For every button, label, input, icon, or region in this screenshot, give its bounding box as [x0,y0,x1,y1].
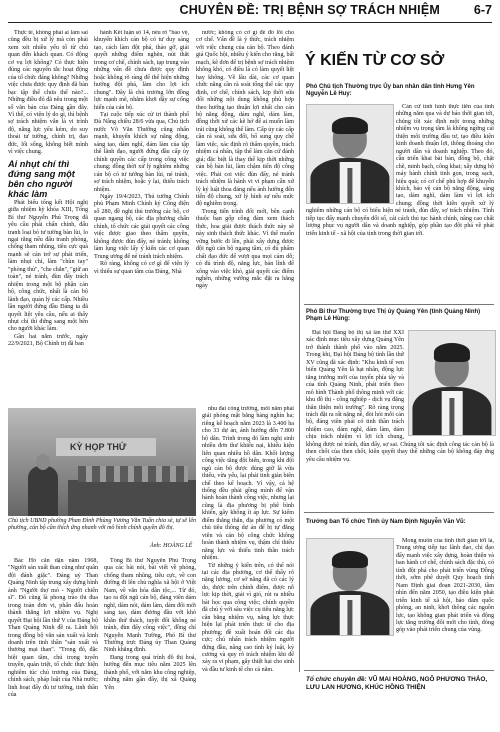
interview-text-2 [306,330,494,510]
meeting-photo [8,408,196,516]
box-divider [304,670,494,671]
interview-quote: Cán cứ tình hình thực tiễn của tỉnh những năm qua và dự báo thời gian tới, chúng tôi xác định một trong những nhiệm vụ trọng tâm là không ngừng cải thiện môi trường đầu tư, tạo điều kiện kinh doanh thuận lợi, thông thoáng cho người dân và doanh nghiệp. Theo đó, cần triển khai bài bản, đồng bộ, chặt chẽ, minh bạch, công khai; xây dựng bộ máy hành chính tinh gọn, trong sạch, hiệu quả; có cơ chế phù hợp để khuyến khích, bảo vệ cán bộ năng động, sáng tạo, dám nghĩ, dám làm vì lợi ích chung; đồng thời kiên quyết xử lý nghiêm những cán bộ có biểu hiện né tránh, đùn đẩy, sợ trách nhiệm. Tỉnh tiếp tục đẩy mạnh chuyển đổi số, cải cách thủ tục hành chính, nâng cao chất lượng phục vụ người dân và doanh nghiệp, góp phần tạo đột phá về phát triển kinh tế - xã hội của tỉnh trong thời gian tới. [306,104,494,237]
photo-caption: Chủ tịch UBND phường Phan Đình Phùng Vương Văn Tuấn chia sẻ, tự sẽ lên phường, cán bộ cần thích ứng nhanh với mô hình chính quyền đô thị. [8,518,196,532]
article-paragraph: Ngày 19/4/2023, Thủ tướng Chính phủ Phạm Minh Chính ký Công điện số 280, đề nghị thủ trưởng các bộ, cơ quan ngang bộ, các địa phương chấn chỉnh, tổ chức các giải quyết các công việc được giao theo thẩm quyền, không được đùn đẩy, né tránh; không làm lụng việc lấy ý kiến các cơ quan Trung ương để né tránh trách nhiệm. [94,193,189,260]
authors-label: Tổ chức chuyên đề: [306,676,367,683]
article-paragraph: Từ những ý kiến trên, có thể nói tại các địa phương, cơ thể thấy rõ nặng lương, cơ sở năng đã có các lý do, được trên chính điểm, được nỗ lực kịp thời, giải vì gió, rút ra nhiều bài học qua công việc; chính quyền đã chú ý với sâu việc cụ tiêu năng lực cân bằng nhiệm vụ, năng lực thực hiện lại phát triển thực tế cho địa phương; đề xuất hoán đổi các địa cực; chú nhấn trách nhiệm người đứng đầu, nâng cao tính kỷ luật, kỷ cương và quy rõ trách nhiệm khi để xảy ra vi phạm, gây thiệt hại cho sinh và đầu tư kinh tế cho cả năm. [202,562,294,673]
article-paragraph: Tổng Bí thư Nguyễn Phú Trọng qua các bài nói, bài viết về phòng, chống tham nhũng, tiêu cực, về con đường đi lên chủ nghĩa xã hội ở Việt Nam, về văn hóa dân tộc,... Từ đó, tạo ra đội ngũ cán bộ, đảng viên dám nghĩ, dám nói, dám làm, dám đổi mới sáng tạo, dám đương đầu với khó khăn thử thách, tuyệt đối không né tránh, đùn đẩy công việc", đồng chí Nguyễn Mạnh Tường, Phó Bí thư Thường trực Đảng ủy Than Quảng Ninh khẳng định. [104,558,196,654]
photo-credit: Ảnh: HOÀNG LÊ [150,543,193,549]
article-paragraph: Đang trong quá trình đô thị hoá, hướng đến mục tiêu năm 2025 lên thành phố, với năm khu công nghiệp, những năm gần đây, thị xã Quảng Yên [104,654,196,691]
article-column-2 [94,30,189,402]
interview-label-1: Phó Chủ tịch Thường trực Ủy ban nhân dân tỉnh Hưng Yên Nguyễn Lê Huy: [306,84,475,97]
header-rule [8,22,492,23]
article-paragraph: Trong tiến trình đổi mới, bên cạnh thuộc bạn gốp công đảm xem thách thức, hoa giải được thách thức này sẽ này sinh thách thức khác. Vì thế muốn vững bước đi lên, phải xây dựng được đội ngũ cán bộ ngang tầm, có đủ phẩm chất đạo đức để vượt qua mọi cám dỗ; có đủ trình độ, năng lực, bản lĩnh để xông vào việc khó, giải quyết các điểm nghẽn, những vướng mắc đặt ra hằng ngày [196,208,294,290]
interview-quote: Mong muốn của tỉnh thời gian tới là, Trung ương tiếp tục lãnh đạo, chỉ đạo đẩy mạnh việc xây dựng, hoàn thiện và ban hành cơ chế, chính sách đặc thù, có tính đột phá cho phát triển vùng Đồng thời, sớm phê duyệt Quy hoạch tỉnh Nam Định giai đoạn 2021-2030, tầm nhìn đến năm 2050, tạo điều kiện phát triển kinh tế xã hội, bảo đảm quốc phòng, an ninh, khơi thông các nguồn lực, tạo không gian phát triển và động lực tăng trưởng đối mới cho tỉnh, đóng góp vào phát triển chung của vùng. [396,538,494,634]
interview-quote: Đại hội Đảng bộ thị xã lần thứ XXI xác định mục tiêu xây dựng Quảng Yên trở thành thành phố vào năm 2025. Trong khi, Đại hội Đảng bộ tỉnh lần thứ XV cũng đã xác định: "Khu kinh tế ven biển Quảng Yên là hạt nhân, động lực tăng trưởng mới của tuyến phía tây và của tỉnh Quảng Ninh, phát triển theo mô hình Thành phố thông minh với các khu đô thị - công nghiệp - dịch vụ đặng thân thiện môi trường". Rõ ràng trọng trách đặt ra rất nặng nề, đòi hỏi mỗi cán bộ, đảng viên phải có tinh thần trách nhiệm cao, dám nghĩ, dám làm, dám chịu trách nhiệm vì lợi ích chung, không được né tránh, đùn đẩy, sợ sai. Chúng tôi xác định công tác cán bộ là then chốt của then chốt, kiên quyết thay thế những cán bộ không đáp ứng yêu cầu nhiệm vụ. [306,330,494,463]
interview-text-1 [306,104,494,302]
interview-label-2: Phó Bí thư Thường trực Thị ủy Quảng Yên (tỉnh Quảng Ninh) Phạm Lê Hùng: [306,309,481,322]
article-paragraph: Rõ ràng, không có cơ gì để viện lý vì thiếu sự quan tâm của Đảng, Nhà [94,261,189,275]
photo-speaker-head [36,454,50,470]
article-paragraph: nước; không có cơ gì để đổ lỗi cho cơ chế. Vấn đề là ý thức, trách nhiệm với việc chung của cán bộ. Theo đánh giá Quốc hội, nhiều ý kiến cho rằng, bất mạch, kê đơn để trị bệnh sợ trách nhiệm không khó, có điều là có làm quyết liệt hay không. Về lâu dài, các cơ quan chức năng cần rà soát tổng thể các quy định, cơ chế, chính sách, kịp thời sửa đổi những nội dung không phù hợp theo hướng tạo thuận lợi nhất cho cán bộ năng động, dám nghĩ, dám làm, đồng thời xử các kẽ hở để ai muốn làm trái cũng không thể làm. Cấp ủy các cấp cần rà soát, sửa đổi, bổ sung quy chế làm việc, xác định rõ thẩm quyền, trách nhiệm cá nhân, tập thể làm căn cứ đánh giá; đặc biệt là thay thế kịp thời những cán bộ bàn lùi, làm chậm tiến độ công việc. Phải coi việc đùn đẩy, né tránh trách nhiệm là hành vi vi phạm cần xử lý kỷ luật thoa đáng nếu ảnh hưởng đến tiến độ chung, xử lý hình sự nếu mức độ nghiêm trọng. [196,30,294,208]
box-divider [304,304,494,305]
opinion-section-title: Ý KIẾN TỪ CƠ SỞ [305,52,445,69]
article-paragraph: Phát biểu tổng kết Hội nghị giữa nhiệm kỳ khóa XIII, Tổng Bí thư Nguyễn Phú Trọng đã yêu cầu phải chấn chỉnh, đấu tranh loại bỏ tư tưởng bàn lùi, lo ngại rằng nếu đấu tranh phòng, chống tham nhũng, tiêu cực quá mạnh sẽ cản trở sự phát triển, làm nhụt chí, làm "chùn tay" "phòng thủ", "che chắn", "giữ an toàn", né tránh, đùn đẩy trách nhiệm trong một bộ phận cán bộ, công chức, nhất là cán bộ lãnh đạo, quản lý các cấp. Nhiều lần người đứng đầu Đảng ta đã quyết liệt yêu cầu, nếu ai thấy nhụt chí thì đứng sang một bên cho người khác làm. [8,199,88,333]
authors-credit [306,676,496,692]
article-column-5 [104,558,196,726]
photo-speaker-figure [28,466,58,516]
article-paragraph: Bác Hồ căn dặn năm 1968, "Người sản xuất than cũng như quân đội đánh giặc". Đảng uỷ Than Quảng Ninh tập trung xây dựng hình ảnh "Người thợ mỏ - Người chiến sĩ". Đó cũng là phong trào thi đua trong toàn đơn vị, phấn đấu hoàn thành thắng lợi nhiệm vụ. Nghị quyết Đại hội lần thứ V của Đảng bộ Than Quảng Ninh đề ra. Lãnh hội trong đồng bộ văn sản xuất và kinh doanh trên tinh thần "sản xuất và thương mại than". "Trong đó, đặc biệt quan tâm, chú trọng tuyển truyền, quán triệt, tổ chức thực hiện nghiêm túc chủ trương của Đảng, chính sách, pháp luật của Nhà nước; linh hoạt đấy đủ tư tưởng, tinh thần của [8,558,98,699]
article-paragraph: nhu đai công trường, mỗi năm phải giải phóng mặt bằng hàng nghìn ha; riêng kế hoạch năm 2023 là 3.400 ha cho 33 dự án, ảnh hưởng đến 7.800 hộ dân. Trình trong đó làm nghị sinh nhiều đơn thư khiếu nại, khiếu kiện liên quan nhiều hồ dân. Khối lượng công việc tăng đột biến, trong khi đội ngũ cán bộ được đúng giữ là vừa thiếu, vừa yếu, lại phải tinh giản biên chế theo kế hoạch. Vì vậy, cả hệ thống đều phải gồng mình để vận hành hoàn thành công việc, nhưng lại cũng là địa phương bị phê bình khiển, gây không ít áp lực. Sự kiểm điểm thẳng thắn, địa phương có một chủ tiêu thông dự án để bị tự đằng viên và cán bộ công chức không hoàn thành nhiệm vụ, thậm chí thiếu năng lực và thiếu tinh thần trách nhiệm. [202,406,294,562]
box-divider [304,512,494,513]
photo-audience-row [78,466,188,482]
article-paragraph: hành Kết luận số 14, nêu rõ "bảo vệ, khuyến khích cán bộ có tư duy sáng tạo, cách làm đột phá, thảo gỡ, giải quyết những điểm nghẽn, nút thắt trong cơ chế, chính sách, tạp trung vào những vấn đề chưa được quy định hoặc không rõ ràng để thể hiện những hướng đột phá, làm cho lợi ích chung". Đây là chủ trương lớn đồng lực mạnh mẽ, nhằm khơi dậy sự cống hiến của cán bộ. [94,30,189,111]
article-paragraph: Tại cuộc tiếp xúc cử tri thành phố Đà Nẵng chiều 28/6 vừa qua, Chủ tịch nước Võ Văn Thưởng cũng nhấn mạnh, khuyến khích sự năng động, sáng tạo, dám nghĩ, dám làm của tập thể lãnh đạo, người đứng đầu cấp ủy chính quyền các cấp trong công việc chung; đồng thời xử lý nghiêm những cán bộ có tư tưởng bàn lùi, né tránh, sợ trách nhiệm, hoặc ỷ lại, thiếu trách nhiệm. [94,111,189,193]
photo-table [68,480,196,516]
page-number: 6-7 [473,3,492,17]
section-header-title: CHUYÊN ĐỀ: TRỊ BỆNH SỢ TRÁCH NHIỆM [179,3,440,17]
article-column-3 [196,30,294,402]
article-column-6 [202,406,294,728]
interview-label-3: Trưởng ban Tổ chức Tỉnh ủy Nam Định Nguyễn Văn Vũ: [306,519,466,525]
interview-text-3 [306,538,494,666]
authors-names: VŨ MAI HOÀNG, NGÔ PHƯƠNG THẢO, LƯU LAN HƯƠNG, KHÚC HỒNG THIỆN [306,676,488,691]
article-column-4 [8,558,98,726]
article-subheading: Ai nhụt chí thì đứng sang một bên cho người khác làm [8,158,75,199]
photo-banner-text: KỲ HỌP THỨ [70,442,127,452]
page-header [0,0,500,24]
article-column-1 [8,30,88,402]
column-divider [299,72,300,672]
article-paragraph: Gần hai năm trước, ngày 22/9/2021, Bộ Chính trị đã ban [8,333,88,348]
article-paragraph: Thực tế, không phải ai làm sai cũng đều bị xử lý mà còn phải xem xét nhiều yếu tố từ chủ quan đến khách quan. Có động cơ vụ lợi không? Có thực hiện đúng các nguyên tắc hoạt động của tổ chức đảng không? Những việc chưa được quy định đã bàn bạc tập thể chưa thế nào?... Những điều đó đã nêu trong một số văn bản của Đảng gần đây. Vì thế, có viện lý do gì, thì bệnh sợ trách nhiệm vẫn là vi trình độ, năng lực yếu kém, do suy thoái tư tưởng, chính trị, đạo đức, lối sống, không biết mình vì việc chung. [8,30,88,156]
